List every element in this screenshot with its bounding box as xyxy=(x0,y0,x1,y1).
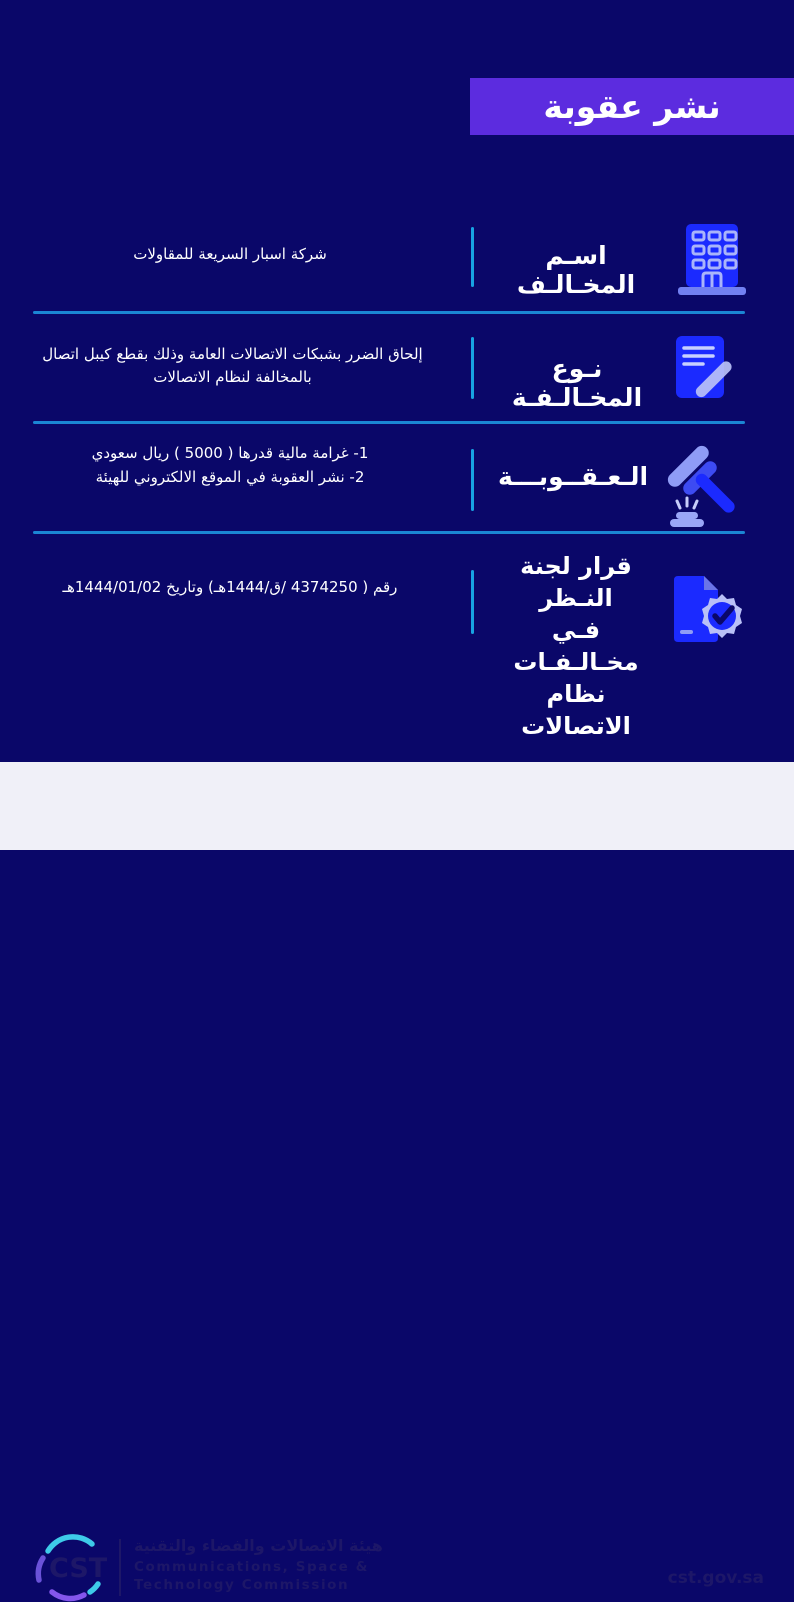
violator-name-value: شركة اسبار السريعة للمقاولات xyxy=(133,245,327,263)
building-icon xyxy=(676,221,748,297)
decision-label-line1: قرار لجنة النـظر xyxy=(520,552,632,612)
violator-name-label: اسـم المخـالـف xyxy=(516,241,636,299)
decision-label-line3: نظام الاتصالات xyxy=(521,679,631,740)
violation-type-value: إلحاق الضرر بشبكات الاتصالات العامة وذلك بقطع كيبل اتصال بالمخالفة لنظام الاتصالات xyxy=(42,345,423,387)
horizontal-divider-1 xyxy=(33,311,745,314)
footer-org-name xyxy=(134,1536,383,1595)
row2-vertical-divider xyxy=(471,337,474,399)
horizontal-divider-3 xyxy=(33,531,745,534)
footer-separator xyxy=(119,1539,121,1596)
decision-label xyxy=(490,551,662,742)
document-pen-icon xyxy=(671,334,739,402)
decision-document-icon xyxy=(666,572,750,646)
row1-vertical-divider xyxy=(471,227,474,287)
penalty-item-2: 2- نشر العقوبة في الموقع الالكتروني للهيئة xyxy=(95,468,365,486)
row4-vertical-divider xyxy=(471,570,474,634)
gavel-icon xyxy=(666,448,746,534)
banner-title: نشر عقوبة xyxy=(543,87,721,126)
website-url: cst.gov.sa xyxy=(667,1568,764,1588)
horizontal-divider-2 xyxy=(33,421,745,424)
row3-vertical-divider xyxy=(471,449,474,511)
violation-type-label: نـوع المخـالـفـة xyxy=(511,354,643,412)
decision-label-line2: فـي مخـالـفـات xyxy=(513,615,639,676)
footer xyxy=(0,762,794,1593)
cst-logo-text: CST xyxy=(49,1553,108,1584)
cst-logo xyxy=(30,1532,116,1602)
org-name-arabic: هيئة الاتصالات والفضاء والتقنية xyxy=(134,1536,383,1555)
decision-number-value: رقم ( 4374250 /ق/1444هـ) وتاريخ 1444/01/02هـ xyxy=(62,578,398,596)
penalty-item-1: 1- غرامة مالية قدرها ( 5000 ) ريال سعودي xyxy=(91,444,369,462)
banner xyxy=(470,78,794,135)
penalty-label: الـعـقــوبـــة xyxy=(497,462,649,491)
penalty-value xyxy=(25,441,435,489)
org-name-english-line1: Communications, Space & xyxy=(134,1559,370,1575)
org-name-english-line2: Technology Commission xyxy=(134,1576,350,1593)
